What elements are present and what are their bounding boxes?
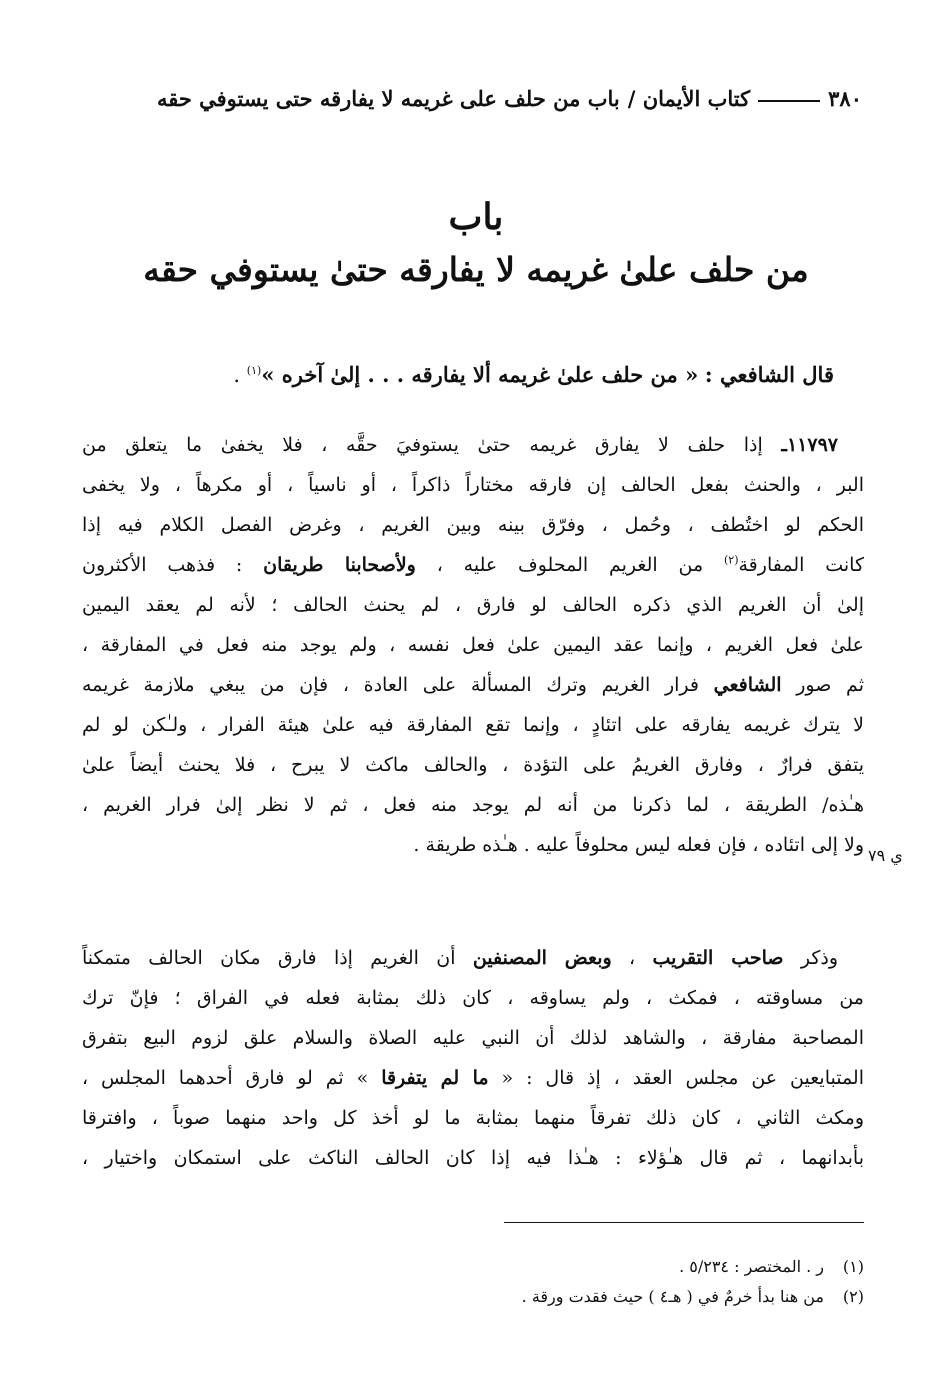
quote-text: « من حلف علىٰ غريمه ألا يفارقه . . . إلىٰ آخره » xyxy=(261,362,699,387)
text-line: ولا إلى اتئاده ، فإن فعله ليس محلوفاً عليه . هـٰذه طريقة . xyxy=(413,834,864,856)
paragraph-1 xyxy=(82,425,864,865)
text-line: هـٰذه/ الطريقة ، لما ذكرنا من أنه لم يوجد منه فعل ، ثم لا نظر إلىٰ فرار الغريم ، xyxy=(82,794,864,816)
text-line: ١١٧٩٧ـ إذا حلف لا يفارق غريمه حتىٰ يستوفيَ حقَّه ، فلا يخفىٰ ما يتعلق من xyxy=(82,434,838,456)
text-line: لا يترك غريمه يفارقه على اتئادٍ ، وإنما تقع المفارقة فيه علىٰ هيئة الفرار ، ولـٰكن لو لم xyxy=(82,714,864,736)
quote-line xyxy=(170,362,834,387)
text-line: من مساوقته ، فمكث ، ولم يساوقه ، كان ذلك بمثابة فعله في الفراق ؛ فإنّ ترك xyxy=(82,987,864,1009)
header-book: كتاب الأيمان / xyxy=(627,86,751,111)
text-line: المتبايعين عن مجلس العقد ، إذ قال : « ما لم يتفرقا » ثم لو فارق أحدهما المجلس ، xyxy=(82,1067,864,1089)
footnote-text: ر . المختصر : ٥/٢٣٤ . xyxy=(679,1257,824,1276)
quote-speaker: قال الشافعي : xyxy=(704,362,834,387)
page-number: ٣٨٠ xyxy=(828,86,862,111)
footnote-ref-1: (١) xyxy=(246,364,262,377)
footnotes xyxy=(300,1252,864,1312)
paragraph-2 xyxy=(82,938,864,1178)
footnote-item xyxy=(300,1282,864,1312)
footnote-number: (٢) xyxy=(842,1287,864,1306)
footnote-divider xyxy=(504,1222,864,1223)
text-line: كانت المفارقة$^{(٢)}$ من الغريم المحلوف عليه ، ولأصحابنا طريقان : فذهب الأكثرون xyxy=(82,553,864,576)
text-line: بأبدانهما ، ثم قال هـٰؤلاء : هـٰذا فيه إذا كان الحالف الناكث على استمكان واختيار ، xyxy=(82,1147,864,1169)
paragraph-number: ١١٧٩٧ـ xyxy=(781,434,838,456)
margin-manuscript-note: ي ٧٩ xyxy=(868,846,903,865)
running-header xyxy=(90,86,862,111)
footnote-ref-2: (٢) xyxy=(723,553,739,567)
footnote-number: (١) xyxy=(842,1257,864,1276)
text-line: إلىٰ أن الغريم الذي ذكره الحالف لو فارق ، لم يحنث الحالف ؛ لأنه لم يعقد اليمين xyxy=(82,594,864,616)
footnote-item xyxy=(300,1252,864,1282)
text-line: وذكر صاحب التقريب ، وبعض المصنفين أن الغريم إذا فارق مكان الحالف متمكناً xyxy=(82,947,839,969)
text-line: ثم صور الشافعي فرار الغريم وترك المسألة على العادة ، فإن من يبغي ملازمة غريمه xyxy=(82,674,864,696)
quote-end: . xyxy=(233,363,241,387)
text-line: المصاحبة مفارقة ، والشاهد لذلك أن النبي عليه الصلاة والسلام علق لزوم البيع بتفرق xyxy=(82,1027,864,1049)
text-line: علىٰ فعل الغريم ، وإنما عقد اليمين علىٰ فعل نفسه ، ولم يوجد منه فعل في المفارقة ، xyxy=(82,634,864,656)
text-line: الحكم لو اختُطف ، وحُمل ، وفرّق بينه وبين الغريم ، وغرض الفصل الكلام فيه إذا xyxy=(82,514,864,536)
header-chapter: باب من حلف على غريمه لا يفارقه حتى يستوفي حقه xyxy=(156,86,620,111)
text-line: البر ، والحنث بفعل الحالف إن فارقه مختاراً ذاكراً ، أو ناسياً ، أو مكرهاً ، ولا يخفى xyxy=(82,474,864,496)
footnote-text: من هنا بدأ خرمٌ في ( هـ٤ ) حيث فقدت ورقة . xyxy=(521,1287,824,1306)
text-line: ومكث الثاني ، كان ذلك تفرقاً منهما بمثابة ما لو أخذ كل واحد منهما صوباً ، وافترقا xyxy=(82,1107,864,1129)
text-line: يتفق فرارٌ ، وفارق الغريمُ على التؤدة ، والحالف ماكث لا يبرح ، فلا يحنث أيضاً علىٰ xyxy=(82,754,864,776)
header-dash xyxy=(758,100,820,102)
chapter-title: من حلف علىٰ غريمه لا يفارقه حتىٰ يستوفي حقه xyxy=(143,250,809,289)
chapter-label: باب xyxy=(448,196,504,238)
